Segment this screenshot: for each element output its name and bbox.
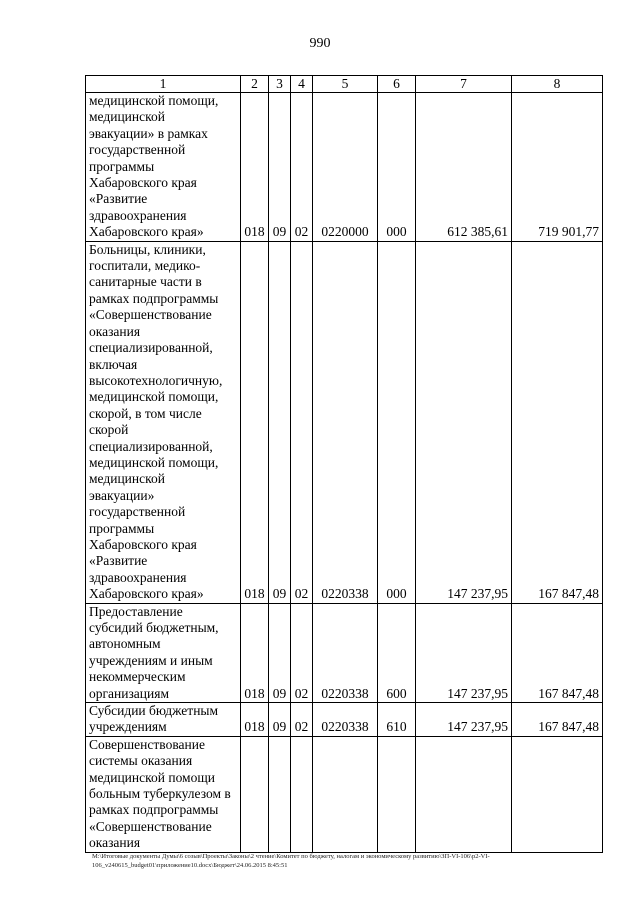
cell-target-article bbox=[313, 736, 378, 852]
column-header: 4 bbox=[291, 76, 313, 93]
row-name: Субсидии бюджетным учреждениям bbox=[86, 703, 241, 737]
cell-subsection: 02 bbox=[291, 241, 313, 603]
cell-amount-col8: 719 901,77 bbox=[512, 93, 603, 242]
cell-ministry-code: 018 bbox=[241, 703, 269, 737]
cell-ministry-code: 018 bbox=[241, 241, 269, 603]
table-row bbox=[86, 703, 603, 737]
column-header: 7 bbox=[416, 76, 512, 93]
column-header: 8 bbox=[512, 76, 603, 93]
file-path-line-2: 106_v240615_budget01\приложение10.docx\Бюджет\24.06.2015 8:45:51 bbox=[92, 862, 288, 869]
cell-expense-type: 600 bbox=[378, 603, 416, 702]
file-path-line-1: М:\Итоговые документы Думы\6 созыв\Проекты\Законы\2 чтение\Комитет по бюджету, налогам и экономическому развитию\ЗП-VI-106\р2-VI- bbox=[92, 853, 490, 860]
column-header: 6 bbox=[378, 76, 416, 93]
cell-amount-col8: 167 847,48 bbox=[512, 603, 603, 702]
column-header: 5 bbox=[313, 76, 378, 93]
cell-subsection: 02 bbox=[291, 603, 313, 702]
cell-amount-col7: 147 237,95 bbox=[416, 603, 512, 702]
cell-amount-col7: 147 237,95 bbox=[416, 241, 512, 603]
cell-section: 09 bbox=[269, 603, 291, 702]
row-name: медицинской помощи, медицинской эвакуации» в рамках государственной программы Хабаровского края «Развитие здравоохранения Хабаровского края» bbox=[86, 93, 241, 242]
cell-target-article: 0220000 bbox=[313, 93, 378, 242]
cell-section: 09 bbox=[269, 93, 291, 242]
cell-subsection bbox=[291, 736, 313, 852]
column-header: 2 bbox=[241, 76, 269, 93]
table-row bbox=[86, 241, 603, 603]
cell-amount-col7 bbox=[416, 736, 512, 852]
cell-section: 09 bbox=[269, 703, 291, 737]
row-name: Предоставление субсидий бюджетным, автономным учреждениям и иным некоммерческим организациям bbox=[86, 603, 241, 702]
cell-ministry-code: 018 bbox=[241, 603, 269, 702]
column-header: 3 bbox=[269, 76, 291, 93]
cell-expense-type: 610 bbox=[378, 703, 416, 737]
table-row bbox=[86, 603, 603, 702]
column-header: 1 bbox=[86, 76, 241, 93]
cell-target-article: 0220338 bbox=[313, 241, 378, 603]
cell-ministry-code: 018 bbox=[241, 93, 269, 242]
cell-amount-col7: 147 237,95 bbox=[416, 703, 512, 737]
cell-ministry-code bbox=[241, 736, 269, 852]
table-header-row bbox=[86, 76, 603, 93]
cell-subsection: 02 bbox=[291, 93, 313, 242]
row-name: Совершенствование системы оказания медицинской помощи больным туберкулезом в рамках подпрограммы «Совершенствование оказания bbox=[86, 736, 241, 852]
cell-target-article: 0220338 bbox=[313, 603, 378, 702]
cell-expense-type: 000 bbox=[378, 93, 416, 242]
cell-expense-type bbox=[378, 736, 416, 852]
cell-section: 09 bbox=[269, 241, 291, 603]
cell-amount-col7: 612 385,61 bbox=[416, 93, 512, 242]
cell-subsection: 02 bbox=[291, 703, 313, 737]
table-row bbox=[86, 736, 603, 852]
cell-target-article: 0220338 bbox=[313, 703, 378, 737]
page-number: 990 bbox=[309, 36, 331, 51]
cell-expense-type: 000 bbox=[378, 241, 416, 603]
cell-section bbox=[269, 736, 291, 852]
cell-amount-col8 bbox=[512, 736, 603, 852]
budget-table bbox=[85, 75, 603, 853]
row-name: Больницы, клиники, госпитали, медико- санитарные части в рамках подпрограммы «Совершенствование оказания специализированной, включая высокотехнологичную, медицинской помощи, скорой, в том числе скорой специализированной, медицинской помощи, медицинской эвакуации» государственной программы Хабаровского края «Развитие здравоохранения Хабаровского края» bbox=[86, 241, 241, 603]
cell-amount-col8: 167 847,48 bbox=[512, 703, 603, 737]
file-path-footer bbox=[92, 852, 612, 870]
table-row bbox=[86, 93, 603, 242]
cell-amount-col8: 167 847,48 bbox=[512, 241, 603, 603]
